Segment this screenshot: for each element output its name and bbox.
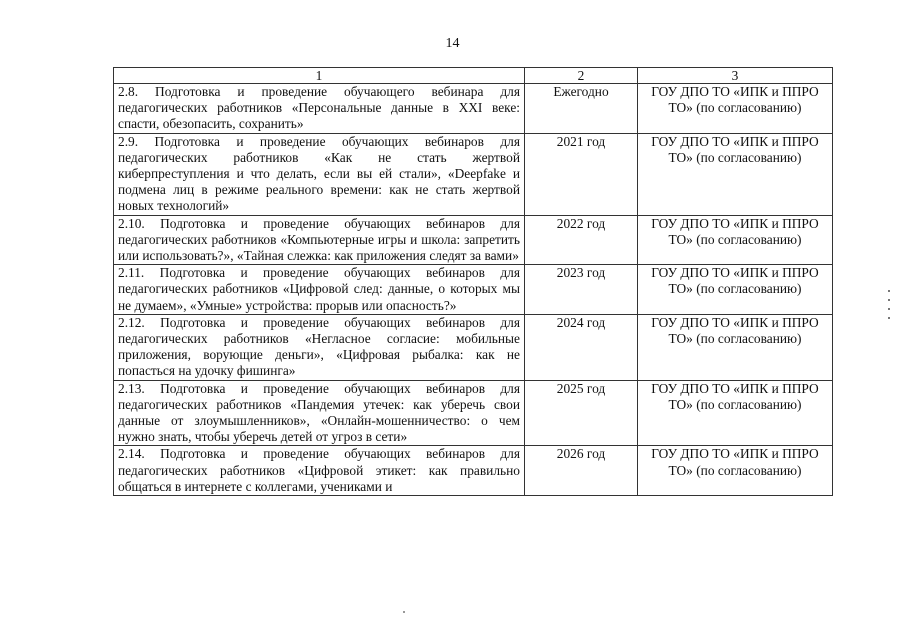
period-cell: 2023 год bbox=[525, 265, 638, 315]
executor-cell: ГОУ ДПО ТО «ИПК и ППРО ТО» (по согласованию) bbox=[638, 446, 833, 496]
page-number: 14 bbox=[445, 36, 460, 51]
event-cell: 2.12. Подготовка и проведение обучающих вебинаров для педагогических работников «Негласное согласие: мобильные приложения, ворующие деньги», «Цифровая рыбалка: как не попасться на удочку фишинга» bbox=[114, 314, 525, 380]
event-cell: 2.10. Подготовка и проведение обучающих вебинаров для педагогических работников «Компьютерные игры и школа: запретить или использовать?», «Тайная слежка: как приложения следят за вами» bbox=[114, 215, 525, 265]
table-header-row bbox=[114, 68, 833, 84]
period-cell: Ежегодно bbox=[525, 84, 638, 134]
scan-margin-marks bbox=[888, 290, 892, 326]
executor-cell: ГОУ ДПО ТО «ИПК и ППРО ТО» (по согласованию) bbox=[638, 314, 833, 380]
table-row bbox=[114, 446, 833, 496]
executor-cell: ГОУ ДПО ТО «ИПК и ППРО ТО» (по согласованию) bbox=[638, 84, 833, 134]
event-cell: 2.13. Подготовка и проведение обучающих вебинаров для педагогических работников «Пандемия утечек: как уберечь свои данные от злоумышленников», «Онлайн-мошенничество: о чем нужно знать, чтобы уберечь детей от угроз в сети» bbox=[114, 380, 525, 446]
executor-cell: ГОУ ДПО ТО «ИПК и ППРО ТО» (по согласованию) bbox=[638, 215, 833, 265]
column-header-3: 3 bbox=[638, 68, 833, 84]
event-cell: 2.11. Подготовка и проведение обучающих вебинаров для педагогических работников «Цифровой след: данные, о которых мы не думаем», «Умные» устройства: прорыв или опасность?» bbox=[114, 265, 525, 315]
scan-speck bbox=[403, 611, 405, 613]
period-cell: 2024 год bbox=[525, 314, 638, 380]
period-cell: 2025 год bbox=[525, 380, 638, 446]
table-row bbox=[114, 380, 833, 446]
executor-cell: ГОУ ДПО ТО «ИПК и ППРО ТО» (по согласованию) bbox=[638, 265, 833, 315]
measures-table bbox=[113, 67, 833, 496]
event-cell: 2.9. Подготовка и проведение обучающих вебинаров для педагогических работников «Как не стать жертвой киберпреступления и что делать, если вы ей стали», «Deepfake и подмена лиц в режиме реального времени: как не стать жертвой новых технологий» bbox=[114, 133, 525, 215]
table-row bbox=[114, 215, 833, 265]
executor-cell: ГОУ ДПО ТО «ИПК и ППРО ТО» (по согласованию) bbox=[638, 380, 833, 446]
event-cell: 2.14. Подготовка и проведение обучающих вебинаров для педагогических работников «Цифровой этикет: как правильно общаться в интернете с коллегами, учениками и bbox=[114, 446, 525, 496]
period-cell: 2021 год bbox=[525, 133, 638, 215]
table-row bbox=[114, 314, 833, 380]
table-row bbox=[114, 84, 833, 134]
period-cell: 2022 год bbox=[525, 215, 638, 265]
column-header-2: 2 bbox=[525, 68, 638, 84]
executor-cell: ГОУ ДПО ТО «ИПК и ППРО ТО» (по согласованию) bbox=[638, 133, 833, 215]
table-row bbox=[114, 265, 833, 315]
table-row bbox=[114, 133, 833, 215]
column-header-1: 1 bbox=[114, 68, 525, 84]
period-cell: 2026 год bbox=[525, 446, 638, 496]
event-cell: 2.8. Подготовка и проведение обучающего вебинара для педагогических работников «Персональные данные в XXI веке: спасти, обезопасить, сохранить» bbox=[114, 84, 525, 134]
